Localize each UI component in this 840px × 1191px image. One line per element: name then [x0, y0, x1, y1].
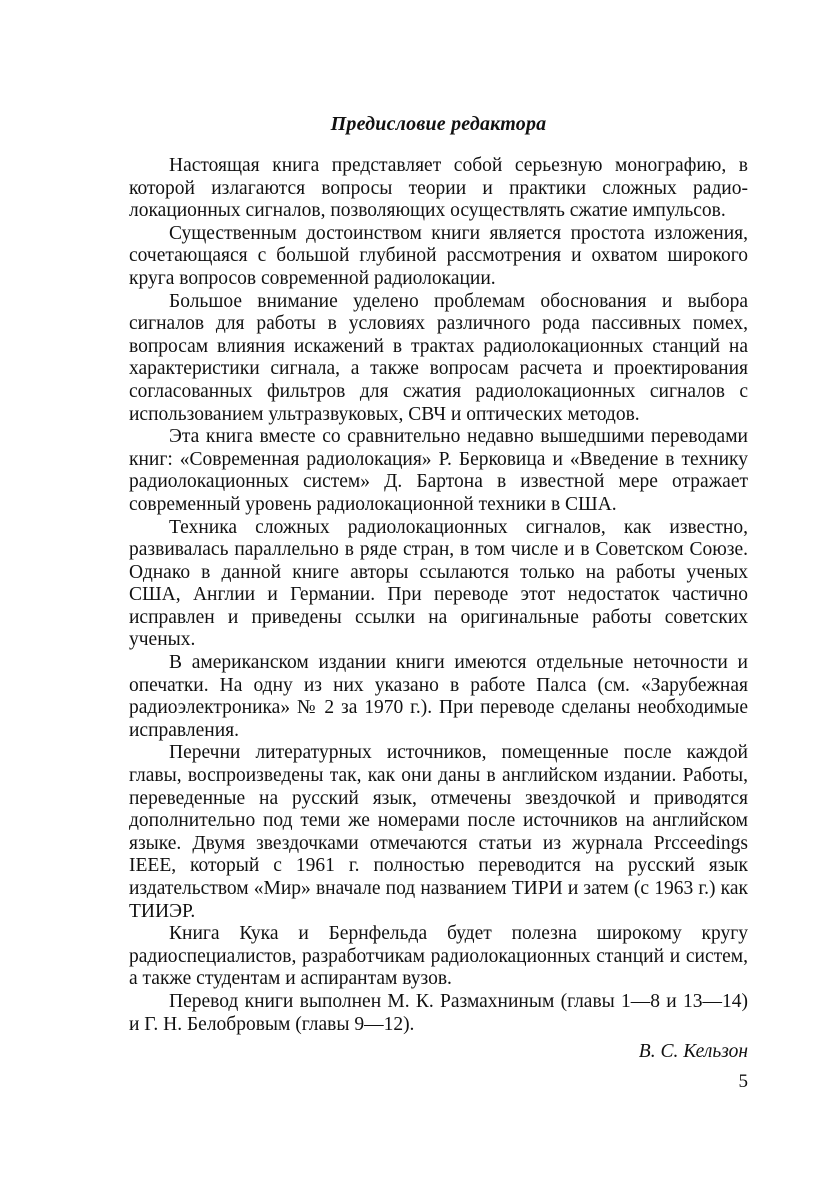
- paragraph: Эта книга вместе со сравнительно недавно вышедшими переводами книг: «Современная радиолокация» Р. Берковица и «Введение в технику радиолокационных систем» Д. Бартона в известной мере отражает современный уровень радиолокационной техники в США.: [129, 426, 748, 515]
- paragraph: В американском издании книги имеются отдельные неточности и опечатки. На одну из них указано в работе Палса (см. «Зарубежная радиоэлектроника» № 2 за 1970 г.). При переводе сделаны необходимые исправления.: [129, 652, 748, 741]
- paragraph: Перечни литературных источников, помещенные после каждой главы, воспроизведены так, как они даны в английском издании. Работы, переведенные на русский язык, отмечены звездочкой и приводятся дополнительно под теми же номерами после источников на английском языке. Двумя звездочками отмечаются статьи из журнала Prcceedings IEEE, который с 1961 г. полностью переводится на русский язык издательством «Мир» вначале под названием ТИРИ и затем (с 1963 г.) как ТИИЭР.: [129, 742, 748, 922]
- document-page: [129, 112, 748, 1094]
- paragraph: Большое внимание уделено проблемам обоснования и выбора сигналов для работы в условиях различного рода пассивных помех, вопросам влияния искажений в трактах радиолокационных станций на характеристики сигнала, а также вопросам расчета и проектирования согласованных фильтров для сжатия радиолокационных сигналов с использованием ультразвуковых, СВЧ и оптических методов.: [129, 290, 748, 425]
- editor-signature: В. С. Кельзон: [638, 1041, 748, 1063]
- paragraph: Настоящая книга представляет собой серьезную монографию, в которой излагаются вопросы теории и практики сложных радиолокационных сигналов, позволяющих осуществлять сжатие импульсов.: [129, 155, 748, 222]
- document-body: [129, 155, 748, 1036]
- page-title: Предисловие редактора: [330, 113, 547, 135]
- paragraph: Книга Кука и Бернфельда будет полезна широкому кругу радиоспециалистов, разработчикам радиолокационных станций и систем, а также студентам и аспирантам вузов.: [129, 923, 748, 990]
- paragraph: Перевод книги выполнен М. К. Размахниным (главы 1—8 и 13—14) и Г. Н. Белобровым (главы 9—12).: [129, 990, 748, 1035]
- page-number: 5: [738, 1071, 748, 1093]
- paragraph: Существенным достоинством книги является простота изложения, сочетающаяся с большой глубиной рассмотрения и охватом широкого круга вопросов современной радиолокации.: [129, 222, 748, 289]
- paragraph: Техника сложных радиолокационных сигналов, как известно, развивалась параллельно в ряде стран, в том числе и в Советском Союзе. Однако в данной книге авторы ссылаются только на работы ученых США, Англии и Германии. При переводе этот недостаток частично исправлен и приведены ссылки на оригинальные работы советских ученых.: [129, 516, 748, 651]
